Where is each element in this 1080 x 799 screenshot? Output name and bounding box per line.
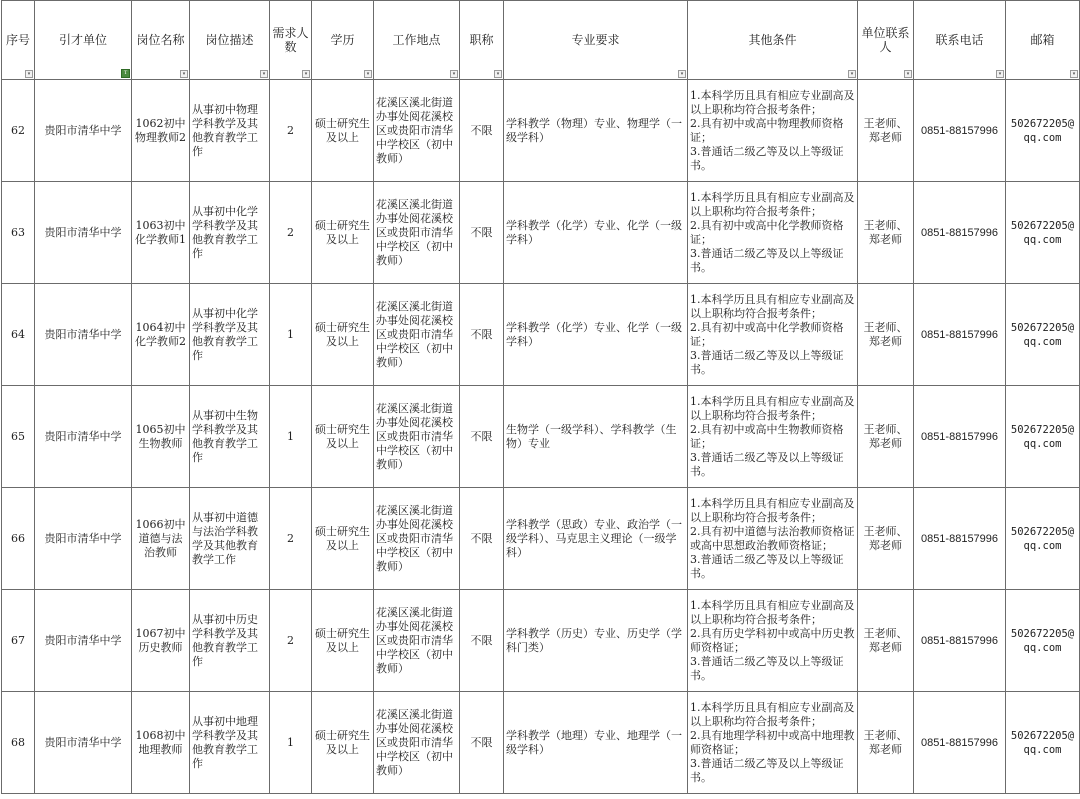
cell-contact [858, 488, 914, 590]
cell-major [504, 80, 688, 182]
cell-phone-text: 0851-88157996 [920, 634, 999, 647]
cell-no [2, 182, 35, 284]
header-cell[interactable]: 序号 ▾ [2, 1, 35, 80]
cell-desc-text: 从事初中物理学科教学及其他教育教学工作 [192, 102, 258, 158]
cell-phone-text: 0851-88157996 [920, 328, 999, 341]
cell-no [2, 386, 35, 488]
email-line: 502672205@ [1010, 627, 1075, 640]
cell-desc-text: 从事初中道德与法治学科教学及其他教育教学工作 [192, 510, 258, 566]
cell-other [688, 284, 858, 386]
header-cell[interactable]: 岗位描述 ▾ [190, 1, 270, 80]
cell-post [132, 182, 190, 284]
cell-edu [312, 284, 374, 386]
cell-major-text: 生物学（一级学科）、学科教学（生物）专业 [506, 422, 677, 450]
cell-phone-text: 0851-88157996 [920, 736, 999, 749]
cell-location-text: 花溪区溪北街道办事处阅花溪校区或贵阳市清华中学校区（初中教师） [376, 95, 453, 165]
cell-phone [914, 182, 1006, 284]
condition-line: 2.具有历史学科初中或高中历史教师资格证； [690, 626, 855, 654]
cell-location [374, 182, 460, 284]
email-line: 502672205@ [1010, 729, 1075, 742]
cell-major-text: 学科教学（化学）专业、化学（一级学科） [506, 218, 682, 246]
email-line: qq.com [1023, 437, 1062, 450]
condition-line: 2.具有初中或高中生物教师资格证； [690, 422, 844, 450]
table-row [2, 182, 1080, 284]
header-cell[interactable]: 工作地点 ▾ [374, 1, 460, 80]
cell-unit [35, 590, 132, 692]
cell-title-text: 不限 [470, 735, 493, 749]
cell-edu [312, 386, 374, 488]
cell-count [270, 488, 312, 590]
email-line: qq.com [1023, 233, 1062, 246]
cell-unit-text: 贵阳市清华中学 [44, 123, 122, 137]
cell-edu [312, 80, 374, 182]
cell-unit [35, 284, 132, 386]
dropdown-arrow-icon[interactable]: ▾ [848, 70, 856, 78]
cell-contact [858, 590, 914, 692]
cell-title-text: 不限 [470, 327, 493, 341]
email-line: qq.com [1023, 743, 1062, 756]
cell-edu [312, 182, 374, 284]
condition-line: 2.具有初中道德与法治教师资格证或高中思想政治教师资格证； [690, 524, 855, 552]
cell-phone-text: 0851-88157996 [920, 124, 999, 137]
dropdown-arrow-icon[interactable]: ▾ [904, 70, 912, 78]
cell-edu [312, 692, 374, 794]
cell-no-text: 62 [11, 123, 25, 137]
cell-unit [35, 386, 132, 488]
condition-line: 1.本科学历且具有相应专业副高及以上职称均符合报考条件； [690, 496, 855, 524]
condition-line: 2.具有初中或高中物理教师资格证； [690, 116, 844, 144]
cell-contact [858, 386, 914, 488]
condition-line: 3.普通话二级乙等及以上等级证书。 [690, 144, 844, 172]
cell-edu [312, 488, 374, 590]
cell-post [132, 80, 190, 182]
email-line: qq.com [1023, 131, 1062, 144]
cell-post [132, 692, 190, 794]
cell-count-text: 2 [287, 225, 294, 239]
cell-phone [914, 692, 1006, 794]
cell-post-text: 1067初中历史教师 [135, 626, 186, 654]
cell-major-text: 学科教学（化学）专业、化学（一级学科） [506, 320, 682, 348]
cell-phone-text: 0851-88157996 [920, 226, 999, 239]
cell-post-text: 1065初中生物教师 [135, 422, 186, 450]
cell-desc [190, 488, 270, 590]
cell-phone [914, 590, 1006, 692]
cell-unit-text: 贵阳市清华中学 [44, 429, 122, 443]
cell-post [132, 488, 190, 590]
cell-post-text: 1063初中化学教师1 [135, 218, 186, 246]
dropdown-arrow-icon[interactable]: ▾ [1070, 70, 1078, 78]
cell-count [270, 182, 312, 284]
condition-line: 3.普通话二级乙等及以上等级证书。 [690, 348, 844, 376]
cell-no [2, 692, 35, 794]
cell-count-text: 2 [287, 633, 294, 647]
email-line: 502672205@ [1010, 321, 1075, 334]
cell-phone-text: 0851-88157996 [920, 430, 999, 443]
condition-line: 3.普通话二级乙等及以上等级证书。 [690, 654, 844, 682]
cell-location [374, 692, 460, 794]
cell-edu-text: 硕士研究生及以上 [315, 422, 370, 450]
cell-edu-text: 硕士研究生及以上 [315, 320, 370, 348]
email-line: qq.com [1023, 539, 1062, 552]
header-cell[interactable]: 引才单位 T [35, 1, 132, 80]
cell-other [688, 182, 858, 284]
condition-line: 3.普通话二级乙等及以上等级证书。 [690, 246, 844, 274]
cell-post-text: 1064初中化学教师2 [135, 320, 186, 348]
condition-line: 2.具有地理学科初中或高中地理教师资格证； [690, 728, 855, 756]
cell-post [132, 386, 190, 488]
cell-email [1006, 590, 1080, 692]
cell-contact-text: 王老师、郑老师 [863, 626, 908, 654]
cell-unit-text: 贵阳市清华中学 [44, 531, 122, 545]
cell-no-text: 65 [11, 429, 25, 443]
cell-unit [35, 692, 132, 794]
cell-edu-text: 硕士研究生及以上 [315, 116, 370, 144]
cell-phone-text: 0851-88157996 [920, 532, 999, 545]
dropdown-arrow-icon[interactable]: ▾ [996, 70, 1004, 78]
cell-location [374, 590, 460, 692]
cell-count-text: 1 [287, 327, 294, 341]
cell-contact-text: 王老师、郑老师 [863, 728, 908, 756]
cell-no-text: 68 [11, 735, 25, 749]
dropdown-arrow-icon[interactable]: ▾ [450, 70, 458, 78]
email-line: qq.com [1023, 335, 1062, 348]
cell-title-text: 不限 [470, 531, 493, 545]
cell-contact [858, 284, 914, 386]
cell-email [1006, 386, 1080, 488]
cell-major-text: 学科教学（历史）专业、历史学（学科门类） [506, 626, 682, 654]
cell-post [132, 590, 190, 692]
cell-unit-text: 贵阳市清华中学 [44, 225, 122, 239]
cell-phone [914, 488, 1006, 590]
header-cell[interactable]: 联系电话 ▾ [914, 1, 1006, 80]
cell-other [688, 386, 858, 488]
cell-desc-text: 从事初中化学学科教学及其他教育教学工作 [192, 306, 258, 362]
cell-other [688, 590, 858, 692]
cell-major-text: 学科教学（地理）专业、地理学（一级学科） [506, 728, 682, 756]
cell-count-text: 2 [287, 123, 294, 137]
cell-desc [190, 284, 270, 386]
cell-major-text: 学科教学（物理）专业、物理学（一级学科） [506, 116, 682, 144]
header-cell[interactable]: 单位联系人 ▾ [858, 1, 914, 80]
cell-desc-text: 从事初中历史学科教学及其他教育教学工作 [192, 612, 258, 668]
cell-major [504, 488, 688, 590]
cell-title [460, 182, 504, 284]
cell-desc-text: 从事初中生物学科教学及其他教育教学工作 [192, 408, 258, 464]
condition-line: 2.具有初中或高中化学教师资格证； [690, 218, 844, 246]
cell-contact-text: 王老师、郑老师 [863, 116, 908, 144]
cell-location-text: 花溪区溪北街道办事处阅花溪校区或贵阳市清华中学校区（初中教师） [376, 605, 453, 675]
table-row [2, 488, 1080, 590]
cell-desc [190, 80, 270, 182]
cell-location-text: 花溪区溪北街道办事处阅花溪校区或贵阳市清华中学校区（初中教师） [376, 401, 453, 471]
table-row [2, 284, 1080, 386]
cell-phone [914, 386, 1006, 488]
cell-location-text: 花溪区溪北街道办事处阅花溪校区或贵阳市清华中学校区（初中教师） [376, 299, 453, 369]
cell-no [2, 590, 35, 692]
cell-count [270, 692, 312, 794]
cell-no [2, 284, 35, 386]
cell-major [504, 182, 688, 284]
cell-count-text: 1 [287, 429, 294, 443]
cell-no-text: 66 [11, 531, 25, 545]
cell-post [132, 284, 190, 386]
cell-unit-text: 贵阳市清华中学 [44, 327, 122, 341]
cell-unit-text: 贵阳市清华中学 [44, 735, 122, 749]
cell-major-text: 学科教学（思政）专业、政治学（一级学科）、马克思主义理论（一级学科） [506, 517, 682, 559]
table-row [2, 692, 1080, 794]
header-cell[interactable]: 其他条件 ▾ [688, 1, 858, 80]
table-row [2, 590, 1080, 692]
cell-location-text: 花溪区溪北街道办事处阅花溪校区或贵阳市清华中学校区（初中教师） [376, 707, 453, 777]
cell-major [504, 284, 688, 386]
condition-line: 1.本科学历且具有相应专业副高及以上职称均符合报考条件； [690, 292, 855, 320]
email-line: 502672205@ [1010, 117, 1075, 130]
cell-no-text: 63 [11, 225, 25, 239]
email-line: 502672205@ [1010, 423, 1075, 436]
cell-title-text: 不限 [470, 429, 493, 443]
header-cell[interactable]: 职称 ▾ [460, 1, 504, 80]
cell-edu-text: 硕士研究生及以上 [315, 728, 370, 756]
dropdown-arrow-icon[interactable]: ▾ [678, 70, 686, 78]
condition-line: 1.本科学历且具有相应专业副高及以上职称均符合报考条件； [690, 88, 855, 116]
email-line: 502672205@ [1010, 525, 1075, 538]
filter-active-icon[interactable]: T [121, 69, 130, 78]
cell-contact-text: 王老师、郑老师 [863, 524, 908, 552]
cell-title [460, 386, 504, 488]
condition-line: 1.本科学历且具有相应专业副高及以上职称均符合报考条件； [690, 190, 855, 218]
condition-line: 2.具有初中或高中化学教师资格证； [690, 320, 844, 348]
cell-no-text: 64 [11, 327, 25, 341]
cell-count-text: 1 [287, 735, 294, 749]
cell-title [460, 80, 504, 182]
cell-count [270, 590, 312, 692]
cell-contact-text: 王老师、郑老师 [863, 422, 908, 450]
cell-phone [914, 284, 1006, 386]
dropdown-arrow-icon[interactable]: ▾ [180, 70, 188, 78]
condition-line: 3.普通话二级乙等及以上等级证书。 [690, 756, 844, 784]
cell-contact-text: 王老师、郑老师 [863, 320, 908, 348]
table-row [2, 386, 1080, 488]
cell-major [504, 386, 688, 488]
condition-line: 1.本科学历且具有相应专业副高及以上职称均符合报考条件； [690, 394, 855, 422]
condition-line: 1.本科学历且具有相应专业副高及以上职称均符合报考条件； [690, 700, 855, 728]
cell-contact [858, 80, 914, 182]
recruitment-table [1, 0, 1080, 794]
cell-other [688, 692, 858, 794]
header-cell[interactable]: 岗位名称 ▾ [132, 1, 190, 80]
cell-location-text: 花溪区溪北街道办事处阅花溪校区或贵阳市清华中学校区（初中教师） [376, 503, 453, 573]
dropdown-arrow-icon[interactable]: ▾ [260, 70, 268, 78]
cell-phone [914, 80, 1006, 182]
dropdown-arrow-icon[interactable]: ▾ [25, 70, 33, 78]
cell-contact-text: 王老师、郑老师 [863, 218, 908, 246]
cell-title-text: 不限 [470, 225, 493, 239]
cell-edu [312, 590, 374, 692]
cell-title [460, 590, 504, 692]
cell-unit [35, 80, 132, 182]
cell-title [460, 692, 504, 794]
cell-location-text: 花溪区溪北街道办事处阅花溪校区或贵阳市清华中学校区（初中教师） [376, 197, 453, 267]
cell-count [270, 284, 312, 386]
cell-count [270, 386, 312, 488]
cell-no [2, 488, 35, 590]
cell-unit-text: 贵阳市清华中学 [44, 633, 122, 647]
condition-line: 1.本科学历且具有相应专业副高及以上职称均符合报考条件； [690, 598, 855, 626]
cell-count [270, 80, 312, 182]
table-row [2, 80, 1080, 182]
cell-location [374, 488, 460, 590]
cell-email [1006, 692, 1080, 794]
header-cell[interactable]: 邮箱 ▾ [1006, 1, 1080, 80]
cell-edu-text: 硕士研究生及以上 [315, 218, 370, 246]
dropdown-arrow-icon[interactable]: ▾ [302, 70, 310, 78]
cell-desc [190, 182, 270, 284]
cell-title-text: 不限 [470, 123, 493, 137]
cell-other [688, 488, 858, 590]
cell-desc-text: 从事初中地理学科教学及其他教育教学工作 [192, 714, 258, 770]
cell-post-text: 1066初中道德与法治教师 [135, 517, 186, 559]
header-cell[interactable]: 学历 ▾ [312, 1, 374, 80]
cell-unit [35, 182, 132, 284]
cell-contact [858, 692, 914, 794]
cell-desc [190, 590, 270, 692]
cell-location [374, 80, 460, 182]
cell-no [2, 80, 35, 182]
cell-major [504, 692, 688, 794]
cell-edu-text: 硕士研究生及以上 [315, 524, 370, 552]
cell-major [504, 590, 688, 692]
email-line: qq.com [1023, 641, 1062, 654]
cell-desc [190, 692, 270, 794]
cell-location [374, 284, 460, 386]
condition-line: 3.普通话二级乙等及以上等级证书。 [690, 450, 844, 478]
email-line: 502672205@ [1010, 219, 1075, 232]
cell-email [1006, 182, 1080, 284]
cell-title [460, 488, 504, 590]
cell-location [374, 386, 460, 488]
cell-edu-text: 硕士研究生及以上 [315, 626, 370, 654]
cell-no-text: 67 [11, 633, 25, 647]
dropdown-arrow-icon[interactable]: ▾ [364, 70, 372, 78]
cell-post-text: 1068初中地理教师 [135, 728, 186, 756]
dropdown-arrow-icon[interactable]: ▾ [494, 70, 502, 78]
cell-contact [858, 182, 914, 284]
cell-email [1006, 488, 1080, 590]
header-cell[interactable]: 需求人数 ▾ [270, 1, 312, 80]
cell-desc [190, 386, 270, 488]
cell-unit [35, 488, 132, 590]
cell-post-text: 1062初中物理教师2 [135, 116, 186, 144]
condition-line: 3.普通话二级乙等及以上等级证书。 [690, 552, 844, 580]
cell-title-text: 不限 [470, 633, 493, 647]
cell-count-text: 2 [287, 531, 294, 545]
cell-email [1006, 80, 1080, 182]
cell-other [688, 80, 858, 182]
cell-title [460, 284, 504, 386]
header-row [2, 1, 1080, 80]
cell-email [1006, 284, 1080, 386]
cell-desc-text: 从事初中化学学科教学及其他教育教学工作 [192, 204, 258, 260]
header-cell[interactable]: 专业要求 ▾ [504, 1, 688, 80]
